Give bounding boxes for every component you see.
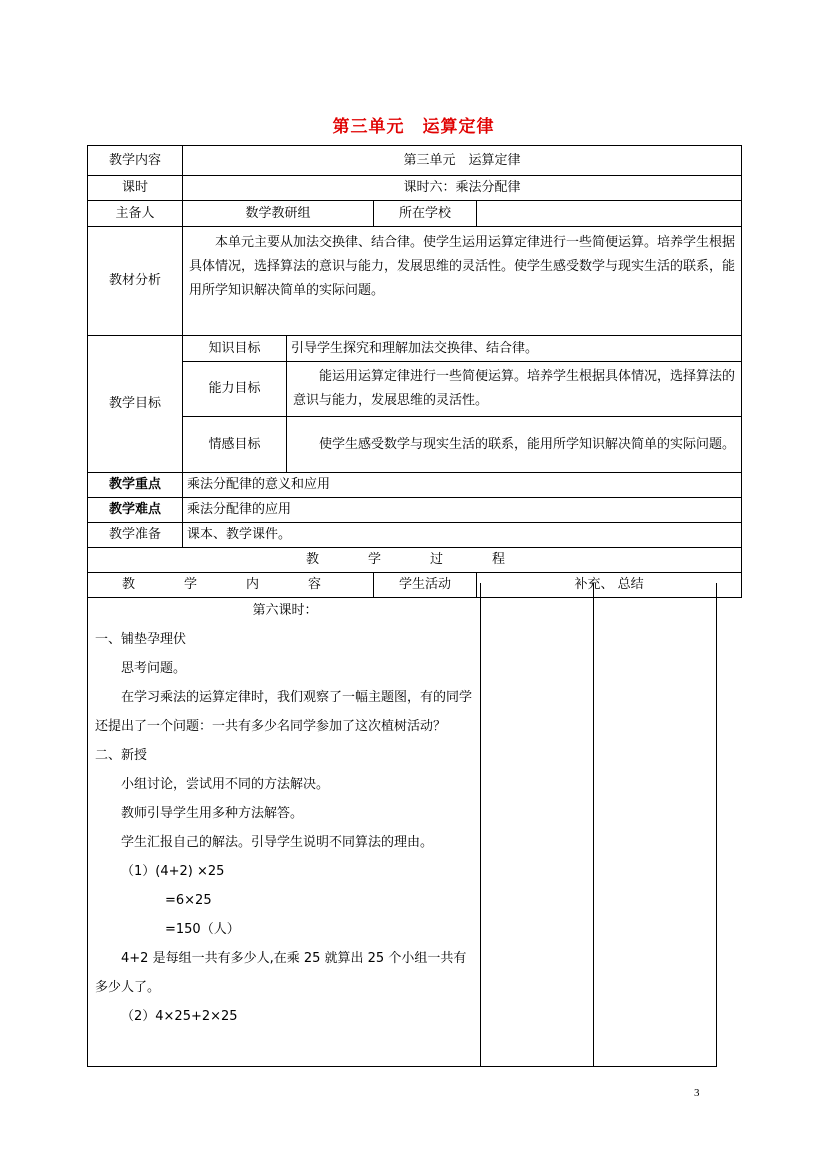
lesson-number: 第六课时： bbox=[252, 603, 318, 618]
column-content-header: 教 学 内 容 bbox=[88, 573, 374, 598]
page-title: 第三单元 运算定律 bbox=[332, 117, 495, 137]
school-label: 所在学校 bbox=[374, 201, 477, 227]
page-number: 3 bbox=[694, 1087, 700, 1099]
ability-text: 能运用运算定律进行一些简便运算。培养学生根据具体情况，选择算法的意识与能力，发展思维的灵活性。 bbox=[287, 362, 742, 417]
analysis-label: 教材分析 bbox=[88, 227, 183, 336]
prep-text: 课本、教学课件。 bbox=[183, 523, 742, 548]
difficulty-label: 教学难点 bbox=[88, 498, 183, 523]
lesson-value: 课时六：乘法分配律 bbox=[183, 176, 742, 201]
key-text: 乘法分配律的意义和应用 bbox=[183, 473, 742, 498]
section-heading-1: 一、铺垫孕理伏 bbox=[95, 632, 187, 647]
paragraph: 学生汇报自己的解法。引导学生说明不同算法的理由。 bbox=[121, 835, 434, 850]
equation: =6×25 bbox=[165, 893, 212, 908]
column-student-header: 学生活动 bbox=[374, 573, 477, 598]
column-summary-header: 补充、 总结 bbox=[477, 573, 742, 598]
paragraph: 在学习乘法的运算定律时，我们观察了一幅主题图，有的同学还提出了一个问题：一共有多少名同学参加了这次植树活动？ bbox=[95, 690, 473, 734]
content-value: 第三单元 运算定律 bbox=[183, 146, 742, 176]
prep-label: 教学准备 bbox=[88, 523, 183, 548]
section-heading-2: 二、新授 bbox=[95, 748, 148, 763]
knowledge-label: 知识目标 bbox=[183, 336, 287, 362]
emotion-label: 情感目标 bbox=[183, 417, 287, 473]
paragraph: 教师引导学生用多种方法解答。 bbox=[121, 806, 304, 821]
equation: （1）(4+2) ×25 bbox=[121, 864, 225, 879]
paragraph: 小组讨论，尝试用不同的方法解决。 bbox=[121, 777, 330, 792]
school-value bbox=[477, 201, 742, 227]
key-label: 教学重点 bbox=[88, 473, 183, 498]
emotion-text: 使学生感受数学与现实生活的联系，能用所学知识解决简单的实际问题。 bbox=[287, 417, 742, 473]
paragraph: 4+2 是每组一共有多少人,在乘 25 就算出 25 个小组一共有多少人了。 bbox=[95, 951, 467, 995]
process-content bbox=[95, 596, 475, 1031]
preparer-label: 主备人 bbox=[88, 201, 183, 227]
ability-label: 能力目标 bbox=[183, 362, 287, 417]
lesson-label: 课时 bbox=[88, 176, 183, 201]
analysis-text: 本单元主要从加法交换律、结合律。使学生运用运算定律进行一些简便运算。培养学生根据具体情况，选择算法的意识与能力，发展思维的灵活性。使学生感受数学与现实生活的联系，能用所学知识解决简单的实际问题。 bbox=[183, 227, 742, 336]
preparer-value: 数学教研组 bbox=[183, 201, 374, 227]
equation: =150（人） bbox=[165, 922, 240, 937]
content-label: 教学内容 bbox=[88, 146, 183, 176]
process-heading: 教 学 过 程 bbox=[88, 548, 742, 573]
difficulty-text: 乘法分配律的应用 bbox=[183, 498, 742, 523]
knowledge-text: 引导学生探究和理解加法交换律、结合律。 bbox=[287, 336, 742, 362]
equation: （2）4×25+2×25 bbox=[121, 1009, 238, 1024]
lesson-plan-table bbox=[87, 145, 742, 598]
paragraph: 思考问题。 bbox=[121, 661, 187, 676]
goals-label: 教学目标 bbox=[88, 336, 183, 473]
